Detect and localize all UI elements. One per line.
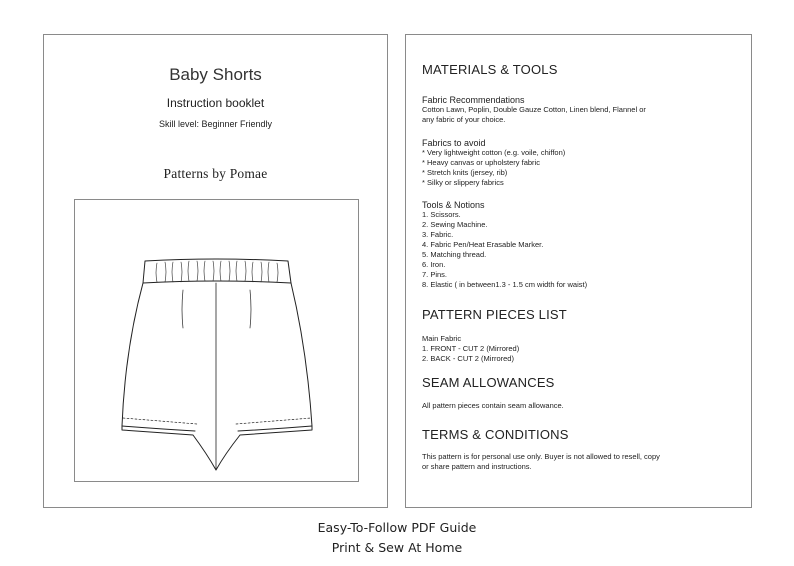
pieces-item: 1. FRONT - CUT 2 (Mirrored) — [422, 344, 520, 353]
shorts-illustration-frame — [74, 199, 359, 482]
tools-item: 2. Sewing Machine. — [422, 220, 488, 229]
terms-text: This pattern is for personal use only. Buyer is not allowed to resell, copy — [422, 452, 660, 461]
footer-caption — [0, 518, 794, 558]
seam-text: All pattern pieces contain seam allowance. — [422, 401, 564, 410]
tools-notions — [422, 200, 744, 290]
tools-item: 5. Matching thread. — [422, 250, 487, 259]
pieces-item: 2. BACK - CUT 2 (Mirrored) — [422, 354, 514, 363]
skill-level: Skill level: Beginner Friendly — [158, 119, 273, 129]
avoid-item: * Stretch knits (jersey, rib) — [422, 168, 508, 177]
avoid-item: * Silky or slippery fabrics — [422, 178, 504, 187]
materials-section — [422, 62, 744, 77]
footer-line-2: Print & Sew At Home — [331, 540, 463, 555]
cover-page — [43, 34, 388, 508]
avoid-label: Fabrics to avoid — [422, 138, 486, 148]
pattern-title: Baby Shorts — [169, 65, 262, 84]
seam-heading: SEAM ALLOWANCES — [422, 375, 555, 390]
booklet-subtitle: Instruction booklet — [166, 96, 265, 110]
tools-item: 6. Iron. — [422, 260, 446, 269]
fabric-rec-line: Cotton Lawn, Poplin, Double Gauze Cotton, Linen blend, Flannel or — [422, 105, 646, 114]
terms-heading: TERMS & CONDITIONS — [422, 427, 569, 442]
fabric-rec-line: any fabric of your choice. — [422, 115, 506, 124]
fabric-recommendations — [422, 95, 744, 125]
terms-section — [422, 427, 744, 442]
fabrics-to-avoid — [422, 138, 744, 188]
footer-line-1: Easy-To-Follow PDF Guide — [317, 520, 477, 535]
tools-item: 3. Fabric. — [422, 230, 454, 239]
tools-item: 8. Elastic ( in between1.3 - 1.5 cm width for waist) — [422, 280, 588, 289]
avoid-item: * Heavy canvas or upholstery fabric — [422, 158, 540, 167]
fabric-rec-label: Fabric Recommendations — [422, 95, 525, 105]
tools-item: 4. Fabric Pen/Heat Erasable Marker. — [422, 240, 544, 249]
shorts-illustration — [75, 200, 358, 481]
brand-name: Patterns by Pomae — [163, 166, 268, 181]
seam-allowances-section — [422, 375, 744, 390]
tools-item: 7. Pins. — [422, 270, 448, 279]
pattern-pieces-list — [422, 334, 744, 364]
pattern-pieces-section — [422, 307, 744, 322]
seam-text-block — [422, 401, 744, 411]
terms-text: or share pattern and instructions. — [422, 462, 532, 471]
avoid-item: * Very lightweight cotton (e.g. voile, chiffon) — [422, 148, 566, 157]
tools-item: 1. Scissors. — [422, 210, 461, 219]
pieces-heading: PATTERN PIECES LIST — [422, 307, 567, 322]
pieces-label: Main Fabric — [422, 334, 462, 343]
terms-text-block — [422, 452, 744, 472]
tools-label: Tools & Notions — [422, 200, 485, 210]
info-page — [405, 34, 752, 508]
materials-heading: MATERIALS & TOOLS — [422, 62, 558, 77]
